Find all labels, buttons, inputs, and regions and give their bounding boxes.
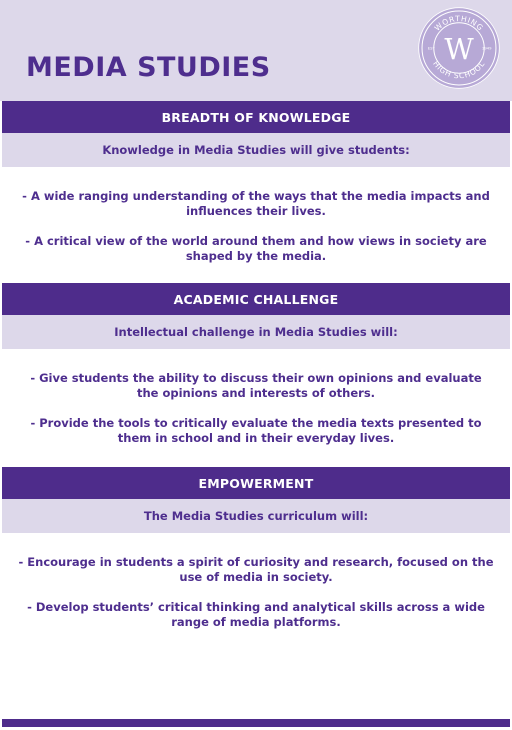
section-point: - Give students the ability to discuss their own opinions and evaluate the opinions and interests of others. xyxy=(30,371,482,400)
section-heading: EMPOWERMENT xyxy=(2,467,510,499)
logo-top-text: WORTHING xyxy=(432,14,486,33)
section-point: - A wide ranging understanding of the ways that the media impacts and influences their lives. xyxy=(22,189,490,218)
section-heading: ACADEMIC CHALLENGE xyxy=(2,283,510,315)
section-point: - Develop students’ critical thinking and analytical skills across a wide range of media platforms. xyxy=(27,600,485,629)
logo-left-text: EST xyxy=(427,45,435,51)
section-subheading: The Media Studies curriculum will: xyxy=(2,499,510,533)
page-title: MEDIA STUDIES xyxy=(26,52,271,83)
section-breadth xyxy=(2,101,510,167)
section-heading: BREADTH OF KNOWLEDGE xyxy=(2,101,510,133)
logo-right-text: 1949 xyxy=(481,45,492,51)
section-subheading: Intellectual challenge in Media Studies will: xyxy=(2,315,510,349)
logo-monogram: W xyxy=(444,31,474,66)
section-empowerment xyxy=(2,467,510,533)
school-logo xyxy=(417,6,501,90)
section-point: - Provide the tools to critically evaluate the media texts presented to them in school and in their everyday lives. xyxy=(30,416,482,445)
section-point: - Encourage in students a spirit of curiosity and research, focused on the use of media in society. xyxy=(18,555,494,584)
section-point: - A critical view of the world around them and how views in society are shaped by the media. xyxy=(25,234,487,263)
section-subheading: Knowledge in Media Studies will give students: xyxy=(2,133,510,167)
footer-bar xyxy=(2,719,510,727)
section-academic xyxy=(2,283,510,349)
logo-bottom-text: HIGH SCHOOL xyxy=(431,59,487,81)
